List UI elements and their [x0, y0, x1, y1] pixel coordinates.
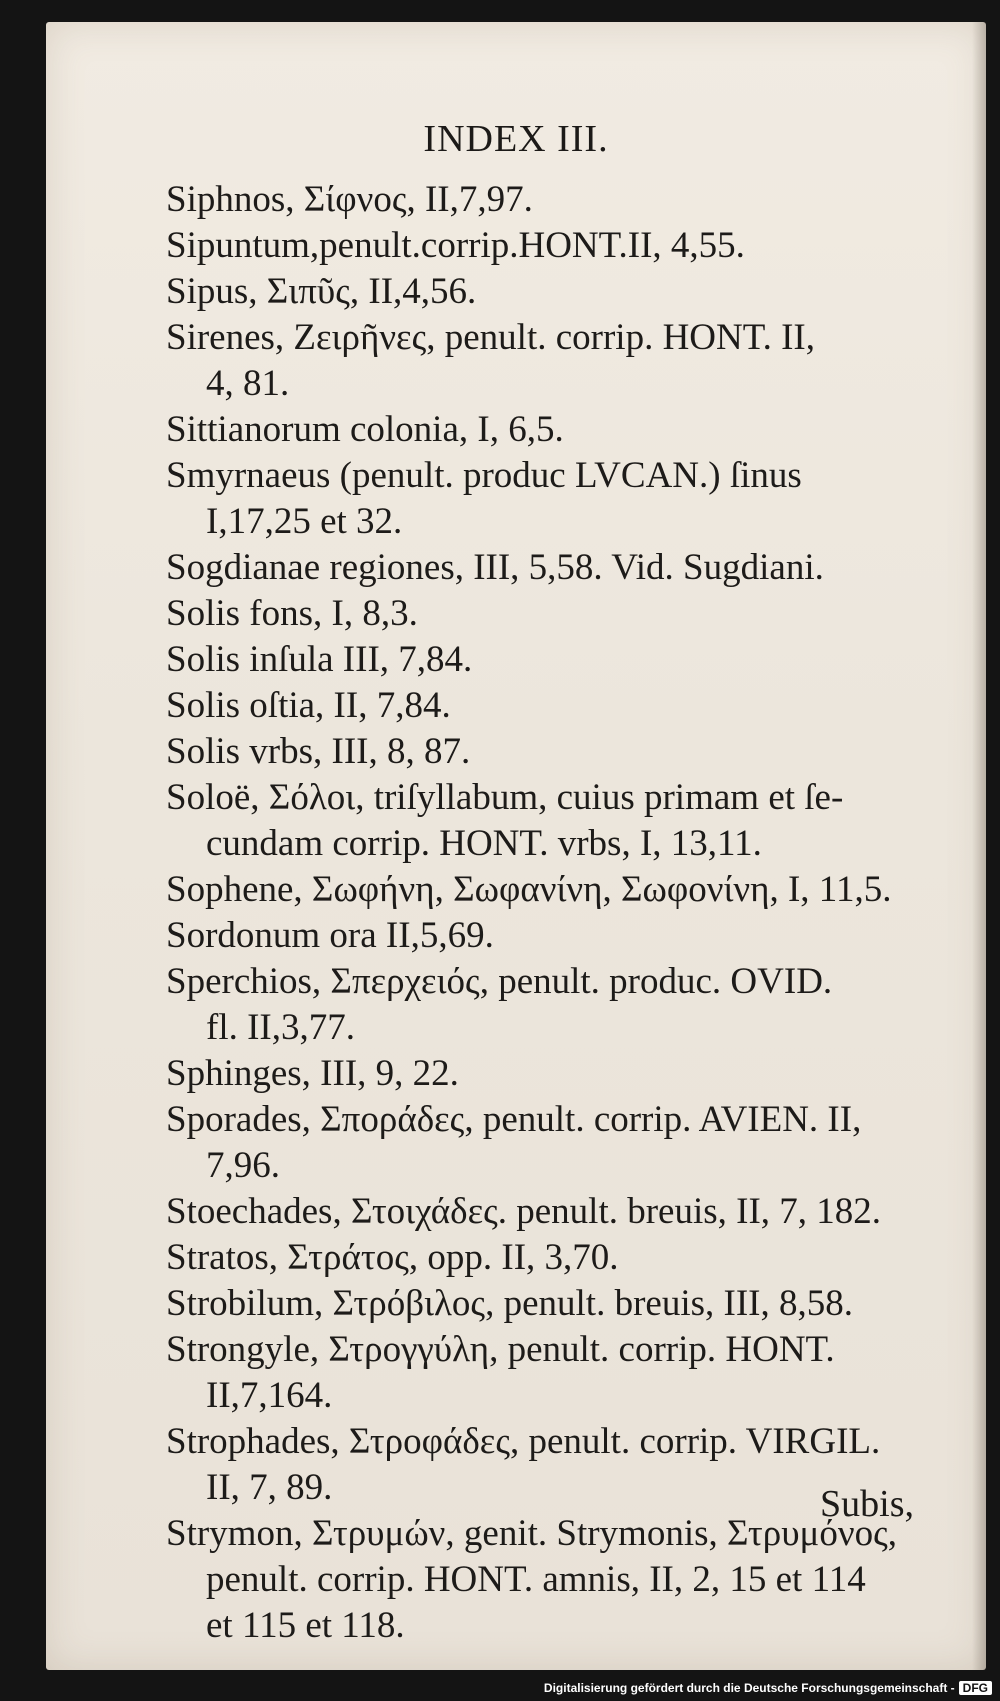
index-entry-continuation: penult. corrip. HONT. amnis, II, 2, 15 et 114	[206, 1559, 866, 1600]
index-entry: Siphnos, Σίφνος, II,7,97.	[166, 179, 533, 220]
index-entry: Solis inſula III, 7,84.	[166, 639, 473, 680]
index-entry: Sordonum ora II,5,69.	[166, 915, 494, 956]
index-entry-continuation: et 115 et 118.	[206, 1605, 405, 1646]
index-entry: Sipus, Σιπῦς, II,4,56.	[166, 271, 477, 312]
index-entry: Strobilum, Στρόβιλος, penult. breuis, III, 8,58.	[166, 1283, 853, 1324]
page-header: INDEX III.	[423, 118, 609, 160]
index-entry-continuation: cundam corrip. HONT. vrbs, I, 13,11.	[206, 823, 762, 864]
digitization-footer	[544, 1681, 992, 1695]
index-entry-continuation: 4, 81.	[206, 363, 290, 404]
index-entry-continuation: fl. II,3,77.	[206, 1007, 355, 1048]
index-entry-continuation: II, 7, 89.	[206, 1467, 333, 1508]
index-entry: Sphinges, III, 9, 22.	[166, 1053, 459, 1094]
index-entry: Stoechades, Στοιχάδες. penult. breuis, II, 7, 182.	[166, 1191, 882, 1232]
index-entry: Solis fons, I, 8,3.	[166, 593, 418, 634]
dfg-logo: DFG	[959, 1681, 992, 1695]
index-entry: Sperchios, Σπερχειός, penult. produc. OVID.	[166, 961, 833, 1002]
footer-text: Digitalisierung gefördert durch die Deutsche Forschungsgemeinschaft -	[543, 1681, 955, 1695]
book-page	[46, 22, 986, 1670]
index-entry: Stratos, Στράτος, opp. II, 3,70.	[166, 1237, 619, 1278]
index-entry-continuation: 7,96.	[206, 1145, 280, 1186]
index-entry: Solis vrbs, III, 8, 87.	[166, 731, 471, 772]
index-entry: Strophades, Στροφάδες, penult. corrip. VIRGIL.	[166, 1421, 881, 1462]
index-entry: Sirenes, Ζειρῆνες, penult. corrip. HONT. II,	[166, 317, 815, 358]
catchword: Subis,	[820, 1483, 914, 1525]
index-entry: Strymon, Στρυμών, genit. Strymonis, Στρυμόνος,	[166, 1513, 898, 1554]
index-entry: Strongyle, Στρογγύλη, penult. corrip. HONT.	[166, 1329, 835, 1370]
index-entry-continuation: I,17,25 et 32.	[206, 501, 403, 542]
index-entry-continuation: II,7,164.	[206, 1375, 333, 1416]
index-entry: Solis oſtia, II, 7,84.	[166, 685, 451, 726]
index-entry: Sittianorum colonia, I, 6,5.	[166, 409, 564, 450]
index-entry: Soloë, Σόλοι, triſyllabum, cuius primam et ſe-	[166, 777, 844, 818]
index-entry: Sipuntum,penult.corrip.HONT.II, 4,55.	[166, 225, 745, 266]
index-entry: Sophene, Σωφήνη, Σωφανίνη, Σωφονίνη, I, 11,5.	[166, 869, 892, 910]
index-entry: Smyrnaeus (penult. produc LVCAN.) ſinus	[166, 455, 802, 496]
index-entries	[166, 177, 996, 1649]
index-entry: Sogdianae regiones, III, 5,58. Vid. Sugdiani.	[166, 547, 824, 588]
index-entry: Sporades, Σποράδες, penult. corrip. AVIEN. II,	[166, 1099, 862, 1140]
